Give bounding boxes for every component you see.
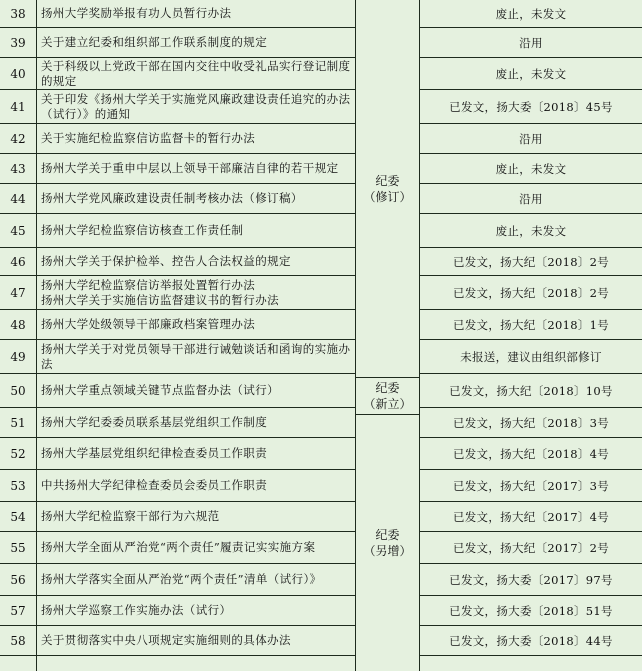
category-note: （新立）: [363, 397, 412, 411]
regulation-title-text: 扬州大学基层党组织纪律检查委员工作职责: [41, 446, 268, 460]
disposition-status: 已发文，扬大委〔2018〕45号: [449, 99, 613, 114]
category-note: （修订）: [363, 189, 412, 204]
column-divider: [36, 0, 37, 671]
row-number: 42: [10, 131, 26, 146]
regulation-title: [37, 58, 355, 89]
regulation-title-text: 扬州大学纪检监察信访举报处置暂行办法 扬州大学关于实施信访监督建议书的暂行办法: [41, 277, 279, 307]
regulation-title-text: 关于贯彻落实中央八项规定实施细则的具体办法: [41, 633, 291, 647]
row-number: 41: [10, 99, 26, 114]
regulation-title: [37, 626, 355, 655]
regulation-title: [37, 184, 355, 213]
disposition-status: 废止，未发文: [495, 6, 567, 21]
regulation-title: [37, 154, 355, 183]
table-row: [0, 310, 642, 340]
row-number: 49: [10, 349, 26, 364]
regulation-title-text: 扬州大学纪检监察干部行为六规范: [41, 509, 220, 523]
disposition-status: 已发文，扬大纪〔2018〕4号: [452, 446, 610, 461]
table-row: [0, 374, 642, 408]
regulation-title-text: 扬州大学巡察工作实施办法（试行）: [41, 603, 232, 617]
disposition-status: 已发文，扬大纪〔2018〕2号: [452, 285, 610, 300]
regulation-title: [37, 0, 355, 27]
disposition-status: 已发文，扬大委〔2018〕51号: [449, 603, 613, 618]
table-row: [0, 154, 642, 184]
disposition-status: 已发文，扬大纪〔2018〕1号: [452, 317, 610, 332]
table-row: [0, 58, 642, 90]
disposition-status: 沿用: [519, 131, 543, 146]
category-label: 纪委: [375, 173, 400, 188]
row-number: 55: [10, 540, 26, 555]
table-row: [0, 438, 642, 470]
table-row: [0, 532, 642, 564]
regulation-title: [37, 214, 355, 247]
regulation-title: [37, 408, 355, 437]
regulation-title: [37, 596, 355, 625]
regulation-title-text: 扬州大学重点领域关键节点监督办法（试行）: [41, 383, 279, 397]
regulation-title: [37, 124, 355, 153]
row-number: 43: [10, 161, 26, 176]
disposition-status: 已发文，扬大纪〔2017〕4号: [452, 509, 610, 524]
table-row: [0, 124, 642, 154]
regulation-title-text: 关于印发《扬州大学关于实施党风廉政建设责任追究的办法（试行）》的通知: [41, 91, 351, 121]
row-number: 53: [10, 478, 26, 493]
regulation-title: [37, 248, 355, 275]
regulation-title-text: 扬州大学党风廉政建设责任制考核办法（修订稿）: [41, 191, 303, 205]
row-number: 51: [10, 415, 26, 430]
disposition-status: 废止，未发文: [495, 223, 567, 238]
regulation-title-text: 中共扬州大学纪律检查委员会委员工作职责: [41, 478, 268, 492]
regulation-title: [37, 438, 355, 469]
disposition-status: 已发文，扬大纪〔2018〕10号: [449, 383, 613, 398]
regulation-title-text: 扬州大学落实全面从严治党“两个责任”清单（试行）》: [41, 572, 322, 586]
regulation-title-text: 扬州大学纪委委员联系基层党组织工作制度: [41, 415, 268, 429]
disposition-status: 已发文，扬大委〔2018〕44号: [449, 633, 613, 648]
regulation-title: [37, 374, 355, 407]
table-row: [0, 470, 642, 502]
category-cell-new: [356, 378, 419, 414]
category-cell-added: [356, 415, 419, 671]
row-number: 46: [10, 254, 26, 269]
disposition-status: 沿用: [519, 191, 543, 206]
disposition-status: 已发文，扬大纪〔2018〕3号: [452, 415, 610, 430]
row-number: 45: [10, 223, 26, 238]
table-row: [0, 564, 642, 596]
disposition-status: 已发文，扬大委〔2017〕97号: [449, 572, 613, 587]
table-row: [0, 408, 642, 438]
regulation-title: [37, 90, 355, 123]
category-label: 纪委: [375, 381, 400, 395]
regulation-title-text: 扬州大学关于对党员领导干部进行诫勉谈话和函询的实施办法: [41, 341, 351, 371]
table-row: [0, 626, 642, 656]
regulation-title: [37, 564, 355, 595]
regulation-title: [37, 276, 355, 309]
regulation-title-text: 关于建立纪委和组织部工作联系制度的规定: [41, 35, 268, 49]
regulation-title-text: 扬州大学关于重申中层以上领导干部廉洁自律的若干规定: [41, 161, 339, 175]
row-number: 38: [10, 6, 26, 21]
category-cell-revised: [356, 0, 419, 377]
regulation-title: [37, 502, 355, 531]
table-row: [0, 0, 642, 28]
regulation-title: [37, 532, 355, 563]
column-divider: [419, 0, 420, 671]
regulation-title-text: 关于实施纪检监察信访监督卡的暂行办法: [41, 131, 256, 145]
table-row: [0, 214, 642, 248]
regulation-title-text: 扬州大学奖励举报有功人员暂行办法: [41, 6, 232, 20]
disposition-status: 废止，未发文: [495, 66, 567, 81]
category-note: （另增）: [363, 544, 412, 558]
disposition-status: 未报送，建议由组织部修订: [460, 349, 602, 364]
row-number: 48: [10, 317, 26, 332]
table-row: [0, 502, 642, 532]
row-number: 50: [10, 383, 26, 398]
regulation-title-text: 扬州大学处级领导干部廉政档案管理办法: [41, 317, 256, 331]
row-number: 52: [10, 446, 26, 461]
table-row: [0, 276, 642, 310]
disposition-status: 沿用: [519, 35, 543, 50]
category-label: 纪委: [375, 528, 400, 542]
disposition-status: 已发文，扬大纪〔2017〕3号: [452, 478, 610, 493]
row-number: 54: [10, 509, 26, 524]
row-number: 56: [10, 572, 26, 587]
row-number: 58: [10, 633, 26, 648]
row-number: 57: [10, 603, 26, 618]
table-row: [0, 184, 642, 214]
table-row: [0, 596, 642, 626]
row-number: 44: [10, 191, 26, 206]
row-number: 40: [10, 66, 26, 81]
disposition-status: 已发文，扬大纪〔2017〕2号: [452, 540, 610, 555]
regulation-title: [37, 28, 355, 57]
table-row: [0, 28, 642, 58]
table-row: [0, 248, 642, 276]
row-number: 47: [10, 285, 26, 300]
regulation-title-text: 扬州大学关于保护检举、控告人合法权益的规定: [41, 254, 291, 268]
table-row: [0, 90, 642, 124]
regulation-title: [37, 310, 355, 339]
regulation-title-text: 关于科级以上党政干部在国内交往中收受礼品实行登记制度的规定: [41, 58, 351, 88]
regulation-title-text: 扬州大学纪检监察信访核查工作责任制: [41, 223, 244, 237]
disposition-status: 废止，未发文: [495, 161, 567, 176]
regulation-title: [37, 470, 355, 501]
regulation-title-text: 扬州大学全面从严治党“两个责任”履责记实实施方案: [41, 540, 316, 554]
table-row: [0, 340, 642, 374]
row-number: 39: [10, 35, 26, 50]
regulation-title: [37, 340, 355, 373]
disposition-status: 已发文，扬大纪〔2018〕2号: [452, 254, 610, 269]
